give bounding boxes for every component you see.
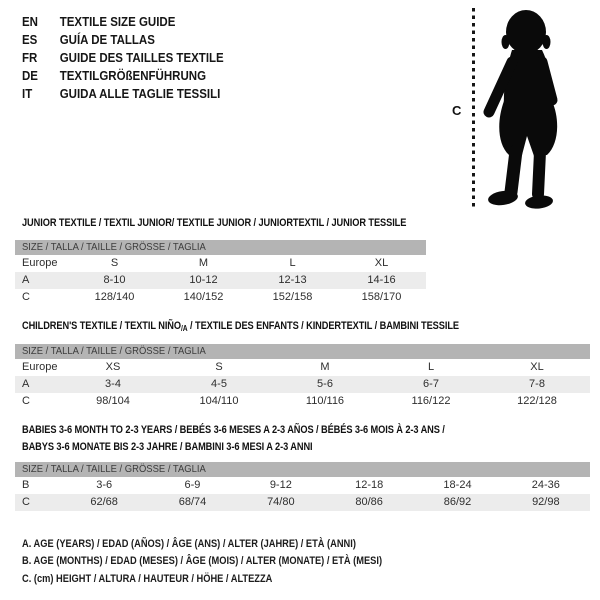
list-item — [22, 31, 224, 49]
cell-value: 80/86 — [355, 496, 383, 508]
row-label: B — [22, 479, 30, 491]
cell-value: 152/158 — [272, 291, 313, 303]
size-header-label: SIZE / TALLA / TAILLE / GRÖSSE / TAGLIA — [22, 463, 206, 475]
table-row — [15, 289, 426, 306]
language-code: FR — [22, 51, 38, 65]
list-item — [22, 67, 224, 85]
cell-value: 7-8 — [529, 378, 545, 390]
children-table-title — [22, 318, 459, 337]
language-code: DE — [22, 69, 38, 83]
language-title: GUÍA DE TALLAS — [59, 33, 155, 47]
cell-value: 68/74 — [178, 496, 207, 508]
list-item — [22, 49, 224, 67]
cell-value: XL — [374, 257, 389, 269]
size-header-band — [15, 240, 426, 255]
cell-value: 9-12 — [269, 479, 292, 491]
cell-value: 6-9 — [184, 479, 201, 491]
height-measure-dashed-line — [472, 8, 475, 207]
list-item — [22, 13, 224, 31]
language-code: EN — [22, 15, 38, 29]
cell-value: 92/98 — [532, 496, 560, 508]
footnote-b: B. AGE (MONTHS) / EDAD (MESES) / ÂGE (MOIS) / ALTER (MONATE) / ETÀ (MESI) — [22, 555, 383, 568]
cell-value: 128/140 — [94, 291, 135, 303]
table-row — [15, 376, 590, 393]
footnote-a: A. AGE (YEARS) / EDAD (AÑOS) / ÂGE (ANS) / ALTER (JAHRE) / ETÀ (ANNI) — [22, 538, 356, 550]
cell-value: 8-10 — [103, 274, 126, 286]
table-row — [15, 359, 590, 376]
language-code: IT — [22, 87, 33, 101]
cell-value: 104/110 — [199, 395, 239, 407]
size-header-label: SIZE / TALLA / TAILLE / GRÖSSE / TAGLIA — [22, 345, 206, 357]
cell-value: S — [110, 257, 119, 269]
language-title: TEXTILGRÖßENFÜHRUNG — [59, 69, 207, 83]
row-label: A — [22, 378, 30, 390]
cell-value: 122/128 — [517, 395, 557, 407]
row-label: C — [22, 291, 30, 303]
language-title-list — [22, 13, 241, 103]
table-row — [15, 272, 426, 289]
babies-table-title — [22, 422, 445, 456]
cell-value: L — [427, 361, 435, 373]
cell-value: 62/68 — [90, 496, 118, 508]
cell-value: 140/152 — [183, 291, 224, 303]
cell-value: S — [215, 361, 223, 373]
cell-value: 14-16 — [367, 274, 396, 286]
cell-value: L — [289, 257, 296, 269]
legend-footnotes — [22, 536, 441, 588]
table-row — [15, 393, 590, 410]
cell-value: 98/104 — [96, 395, 130, 407]
cell-value: M — [198, 257, 209, 269]
language-code: ES — [22, 33, 38, 47]
size-header-label: SIZE / TALLA / TAILLE / GRÖSSE / TAGLIA — [22, 241, 206, 253]
cell-value: 110/116 — [305, 395, 345, 407]
footnote-c: C. (cm) HEIGHT / ALTURA / HAUTEUR / HÖHE / ALTEZZA — [22, 572, 273, 585]
cell-value: 74/80 — [267, 496, 295, 508]
size-header-band — [15, 462, 590, 477]
children-size-table — [15, 344, 590, 410]
cell-value: 10-12 — [189, 274, 218, 286]
cell-value: 18-24 — [443, 479, 472, 491]
cell-value: 6-7 — [423, 378, 439, 390]
cell-value: 12-18 — [355, 479, 384, 491]
cell-value: 24-36 — [531, 479, 560, 491]
language-title: GUIDE DES TAILLES TEXTILE — [59, 51, 224, 65]
row-label: Europe — [22, 361, 58, 373]
language-title: GUIDA ALLE TAGLIE TESSILI — [59, 87, 221, 101]
cell-value: 116/122 — [411, 395, 451, 407]
row-label: C — [22, 395, 30, 407]
size-header-band — [15, 344, 590, 359]
cell-value: XL — [530, 361, 544, 373]
cell-value: 3-4 — [105, 378, 121, 390]
cell-value: M — [320, 361, 330, 373]
junior-table-title: JUNIOR TEXTILE / TEXTIL JUNIOR/ TEXTILE JUNIOR / JUNIORTEXTIL / JUNIOR TESSILE — [22, 217, 407, 229]
row-label: A — [22, 274, 30, 286]
cell-value: 12-13 — [278, 274, 307, 286]
title-text: CHILDREN'S TEXTILE / TEXTIL NIÑO — [22, 320, 181, 332]
title-line: BABYS 3-6 MONATE BIS 2-3 JAHRE / BAMBINI 3-6 MESI A 2-3 ANNI — [22, 441, 313, 453]
cell-value: 86/92 — [443, 496, 472, 508]
table-row — [15, 477, 590, 494]
cell-value: XS — [105, 361, 121, 373]
table-row — [15, 255, 426, 272]
cell-value: 158/170 — [361, 291, 402, 303]
cell-value: 4-5 — [211, 378, 227, 390]
junior-size-table — [15, 240, 426, 306]
title-subscript: /A — [180, 324, 188, 333]
language-title: TEXTILE SIZE GUIDE — [59, 15, 176, 29]
row-label: C — [22, 496, 30, 508]
list-item — [22, 85, 224, 103]
babies-size-table — [15, 462, 590, 511]
height-measure-label: C — [452, 103, 462, 118]
table-row — [15, 494, 590, 511]
row-label: Europe — [22, 257, 58, 269]
title-line: BABIES 3-6 MONTH TO 2-3 YEARS / BEBÉS 3-6 MESES A 2-3 AÑOS / BÉBÉS 3-6 MOIS À 2-3 ANS / — [22, 424, 445, 436]
cell-value: 3-6 — [96, 479, 113, 491]
toddler-silhouette-icon — [479, 8, 575, 210]
title-text: / TEXTILE DES ENFANTS / KINDERTEXTIL / BAMBINI TESSILE — [187, 320, 459, 332]
cell-value: 5-6 — [317, 378, 333, 390]
